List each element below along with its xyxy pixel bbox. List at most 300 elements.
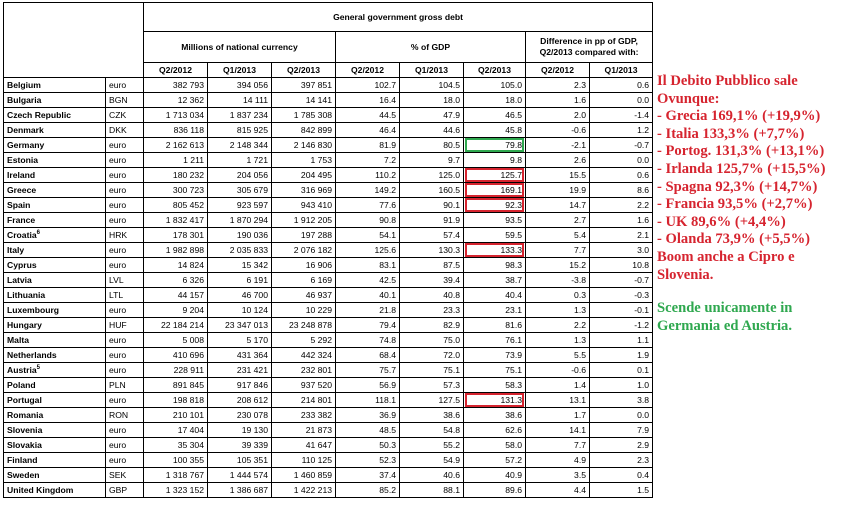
value-cell: 10 229 bbox=[272, 303, 336, 318]
value-cell: 23 248 878 bbox=[272, 318, 336, 333]
value-cell: 1 785 308 bbox=[272, 108, 336, 123]
value-cell: 1 753 bbox=[272, 153, 336, 168]
value-cell: 204 495 bbox=[272, 168, 336, 183]
currency-code: euro bbox=[106, 438, 144, 453]
period-header: Q2/2013 bbox=[464, 63, 526, 78]
country-name: Netherlands bbox=[4, 348, 106, 363]
value-cell: 79.4 bbox=[336, 318, 400, 333]
currency-code: euro bbox=[106, 333, 144, 348]
value-cell: 98.3 bbox=[464, 258, 526, 273]
value-cell: -0.6 bbox=[526, 363, 590, 378]
value-cell: 2.0 bbox=[526, 108, 590, 123]
table-row bbox=[4, 423, 653, 438]
country-name: Estonia bbox=[4, 153, 106, 168]
value-cell: 1 444 574 bbox=[208, 468, 272, 483]
value-cell: -0.7 bbox=[590, 138, 653, 153]
table-row bbox=[4, 348, 653, 363]
value-cell: 110.2 bbox=[336, 168, 400, 183]
annotation-line: Boom anche a Cipro e bbox=[657, 248, 795, 265]
value-cell: 77.6 bbox=[336, 198, 400, 213]
footnote-mark: 5 bbox=[36, 364, 40, 371]
value-cell: 100 355 bbox=[144, 453, 208, 468]
currency-code: euro bbox=[106, 423, 144, 438]
value-cell: 382 793 bbox=[144, 78, 208, 93]
value-cell: 4.4 bbox=[526, 483, 590, 498]
value-cell: 230 078 bbox=[208, 408, 272, 423]
annotation-line: Ovunque: bbox=[657, 90, 720, 107]
value-cell: 21.8 bbox=[336, 303, 400, 318]
value-cell: 19 130 bbox=[208, 423, 272, 438]
currency-code: euro bbox=[106, 183, 144, 198]
annotation-line: - Olanda 73,9% (+5,5%) bbox=[657, 231, 811, 248]
value-cell: 3.0 bbox=[590, 243, 653, 258]
currency-code: euro bbox=[106, 258, 144, 273]
value-cell: 125.6 bbox=[336, 243, 400, 258]
value-cell: 35 304 bbox=[144, 438, 208, 453]
value-cell: 55.2 bbox=[400, 438, 464, 453]
annotation-falling bbox=[657, 300, 792, 335]
value-cell: 23.3 bbox=[400, 303, 464, 318]
value-cell: 54.8 bbox=[400, 423, 464, 438]
value-cell: 127.5 bbox=[400, 393, 464, 408]
value-cell: 40.4 bbox=[464, 288, 526, 303]
value-cell: 10 124 bbox=[208, 303, 272, 318]
annotation-line: - UK 89,6% (+4,4%) bbox=[657, 213, 786, 230]
value-cell: 18.0 bbox=[400, 93, 464, 108]
country-name: Ireland bbox=[4, 168, 106, 183]
country-name: Czech Republic bbox=[4, 108, 106, 123]
value-cell: 46 700 bbox=[208, 288, 272, 303]
value-cell: 14.7 bbox=[526, 198, 590, 213]
value-cell: 46.5 bbox=[464, 108, 526, 123]
annotation-rising bbox=[657, 73, 825, 284]
value-cell: 1.4 bbox=[526, 378, 590, 393]
value-cell: 75.1 bbox=[464, 363, 526, 378]
currency-code: LVL bbox=[106, 273, 144, 288]
value-cell: 208 612 bbox=[208, 393, 272, 408]
value-cell: 214 801 bbox=[272, 393, 336, 408]
value-cell: 74.8 bbox=[336, 333, 400, 348]
value-cell: 23 347 013 bbox=[208, 318, 272, 333]
country-name: Germany bbox=[4, 138, 106, 153]
value-cell: 228 911 bbox=[144, 363, 208, 378]
highlighted-value-cell: 125.7 bbox=[464, 168, 526, 183]
currency-code: SEK bbox=[106, 468, 144, 483]
annotation-line: Germania ed Austria. bbox=[657, 317, 792, 334]
highlighted-value-cell: 169.1 bbox=[464, 183, 526, 198]
value-cell: 204 056 bbox=[208, 168, 272, 183]
value-cell: 6 191 bbox=[208, 273, 272, 288]
currency-code: euro bbox=[106, 393, 144, 408]
currency-code: euro bbox=[106, 363, 144, 378]
table-row bbox=[4, 108, 653, 123]
value-cell: 1 211 bbox=[144, 153, 208, 168]
value-cell: 1 713 034 bbox=[144, 108, 208, 123]
country-name: Slovakia bbox=[4, 438, 106, 453]
value-cell: 57.3 bbox=[400, 378, 464, 393]
value-cell: 805 452 bbox=[144, 198, 208, 213]
value-cell: 102.7 bbox=[336, 78, 400, 93]
value-cell: 1.6 bbox=[590, 213, 653, 228]
value-cell: 54.1 bbox=[336, 228, 400, 243]
value-cell: 2 162 613 bbox=[144, 138, 208, 153]
country-name: Latvia bbox=[4, 273, 106, 288]
country-name: France bbox=[4, 213, 106, 228]
value-cell: 18.0 bbox=[464, 93, 526, 108]
table-row bbox=[4, 468, 653, 483]
currency-code: HUF bbox=[106, 318, 144, 333]
currency-code: euro bbox=[106, 138, 144, 153]
value-cell: 93.5 bbox=[464, 213, 526, 228]
value-cell: 36.9 bbox=[336, 408, 400, 423]
value-cell: 104.5 bbox=[400, 78, 464, 93]
value-cell: 52.3 bbox=[336, 453, 400, 468]
value-cell: 2 148 344 bbox=[208, 138, 272, 153]
value-cell: 1 982 898 bbox=[144, 243, 208, 258]
value-cell: 44.6 bbox=[400, 123, 464, 138]
value-cell: 38.7 bbox=[464, 273, 526, 288]
table-row bbox=[4, 408, 653, 423]
value-cell: 57.2 bbox=[464, 453, 526, 468]
value-cell: 9.8 bbox=[464, 153, 526, 168]
currency-code: euro bbox=[106, 303, 144, 318]
value-cell: 394 056 bbox=[208, 78, 272, 93]
highlighted-value-cell: 79.8 bbox=[464, 138, 526, 153]
value-cell: 90.8 bbox=[336, 213, 400, 228]
country-name: Denmark bbox=[4, 123, 106, 138]
value-cell: 72.0 bbox=[400, 348, 464, 363]
period-header: Q2/2012 bbox=[144, 63, 208, 78]
value-cell: 44 157 bbox=[144, 288, 208, 303]
value-cell: 47.9 bbox=[400, 108, 464, 123]
country-name: Greece bbox=[4, 183, 106, 198]
currency-code: BGN bbox=[106, 93, 144, 108]
table-row bbox=[4, 228, 653, 243]
value-cell: 815 925 bbox=[208, 123, 272, 138]
value-cell: 2.6 bbox=[526, 153, 590, 168]
value-cell: -1.4 bbox=[590, 108, 653, 123]
country-name: Belgium bbox=[4, 78, 106, 93]
value-cell: -0.6 bbox=[526, 123, 590, 138]
currency-code: euro bbox=[106, 198, 144, 213]
value-cell: 38.6 bbox=[400, 408, 464, 423]
country-name: Luxembourg bbox=[4, 303, 106, 318]
annotation-line: Slovenia. bbox=[657, 266, 714, 283]
value-cell: 0.3 bbox=[526, 288, 590, 303]
value-cell: 180 232 bbox=[144, 168, 208, 183]
value-cell: 0.4 bbox=[590, 468, 653, 483]
period-header: Q2/2012 bbox=[336, 63, 400, 78]
value-cell: 110 125 bbox=[272, 453, 336, 468]
value-cell: 105.0 bbox=[464, 78, 526, 93]
value-cell: 1 837 234 bbox=[208, 108, 272, 123]
table-row bbox=[4, 258, 653, 273]
value-cell: 2 035 833 bbox=[208, 243, 272, 258]
value-cell: 68.4 bbox=[336, 348, 400, 363]
value-cell: 232 801 bbox=[272, 363, 336, 378]
country-name: Sweden bbox=[4, 468, 106, 483]
value-cell: 12 362 bbox=[144, 93, 208, 108]
value-cell: 1.5 bbox=[590, 483, 653, 498]
value-cell: 15.2 bbox=[526, 258, 590, 273]
value-cell: 39.4 bbox=[400, 273, 464, 288]
value-cell: 891 845 bbox=[144, 378, 208, 393]
value-cell: 1.9 bbox=[590, 348, 653, 363]
value-cell: 2.2 bbox=[526, 318, 590, 333]
value-cell: 90.1 bbox=[400, 198, 464, 213]
value-cell: 76.1 bbox=[464, 333, 526, 348]
group-pct-gdp: % of GDP bbox=[336, 32, 526, 63]
value-cell: 2.3 bbox=[590, 453, 653, 468]
country-name: Portugal bbox=[4, 393, 106, 408]
value-cell: 397 851 bbox=[272, 78, 336, 93]
value-cell: 88.1 bbox=[400, 483, 464, 498]
value-cell: 178 301 bbox=[144, 228, 208, 243]
value-cell: 1 912 205 bbox=[272, 213, 336, 228]
currency-code: CZK bbox=[106, 108, 144, 123]
value-cell: 21 873 bbox=[272, 423, 336, 438]
country-name: Hungary bbox=[4, 318, 106, 333]
value-cell: 82.9 bbox=[400, 318, 464, 333]
group-diff: Difference in pp of GDP, Q2/2013 compared with: bbox=[526, 32, 653, 63]
currency-code: DKK bbox=[106, 123, 144, 138]
currency-code: RON bbox=[106, 408, 144, 423]
value-cell: 15 342 bbox=[208, 258, 272, 273]
value-cell: 48.5 bbox=[336, 423, 400, 438]
country-name: Malta bbox=[4, 333, 106, 348]
value-cell: 7.2 bbox=[336, 153, 400, 168]
value-cell: 19.9 bbox=[526, 183, 590, 198]
table-row bbox=[4, 153, 653, 168]
group-currency: Millions of national currency bbox=[144, 32, 336, 63]
corner-cell bbox=[4, 3, 144, 78]
value-cell: 3.5 bbox=[526, 468, 590, 483]
value-cell: -0.3 bbox=[590, 288, 653, 303]
value-cell: 58.3 bbox=[464, 378, 526, 393]
country-name: Bulgaria bbox=[4, 93, 106, 108]
period-header: Q1/2013 bbox=[208, 63, 272, 78]
value-cell: 836 118 bbox=[144, 123, 208, 138]
value-cell: 0.0 bbox=[590, 93, 653, 108]
value-cell: 15.5 bbox=[526, 168, 590, 183]
value-cell: 2.1 bbox=[590, 228, 653, 243]
annotation-line: - Irlanda 125,7% (+15,5%) bbox=[657, 160, 826, 177]
value-cell: 442 324 bbox=[272, 348, 336, 363]
table-row bbox=[4, 363, 653, 378]
value-cell: 943 410 bbox=[272, 198, 336, 213]
annotation-line: Scende unicamente in bbox=[657, 300, 793, 316]
value-cell: 2 076 182 bbox=[272, 243, 336, 258]
value-cell: 6 169 bbox=[272, 273, 336, 288]
value-cell: 56.9 bbox=[336, 378, 400, 393]
value-cell: 210 101 bbox=[144, 408, 208, 423]
period-header: Q1/2013 bbox=[590, 63, 653, 78]
currency-code: euro bbox=[106, 243, 144, 258]
value-cell: 4.9 bbox=[526, 453, 590, 468]
currency-code: euro bbox=[106, 348, 144, 363]
value-cell: 5 292 bbox=[272, 333, 336, 348]
value-cell: 190 036 bbox=[208, 228, 272, 243]
country-name: Lithuania bbox=[4, 288, 106, 303]
value-cell: 160.5 bbox=[400, 183, 464, 198]
value-cell: 14 824 bbox=[144, 258, 208, 273]
value-cell: 2.7 bbox=[526, 213, 590, 228]
table-title: General government gross debt bbox=[144, 3, 653, 32]
value-cell: 0.6 bbox=[590, 78, 653, 93]
highlighted-value-cell: 92.3 bbox=[464, 198, 526, 213]
value-cell: 37.4 bbox=[336, 468, 400, 483]
value-cell: 41 647 bbox=[272, 438, 336, 453]
currency-code: euro bbox=[106, 78, 144, 93]
value-cell: 44.5 bbox=[336, 108, 400, 123]
currency-code: LTL bbox=[106, 288, 144, 303]
value-cell: 1.3 bbox=[526, 333, 590, 348]
value-cell: 9 204 bbox=[144, 303, 208, 318]
value-cell: 87.5 bbox=[400, 258, 464, 273]
value-cell: 923 597 bbox=[208, 198, 272, 213]
value-cell: 57.4 bbox=[400, 228, 464, 243]
value-cell: 1.7 bbox=[526, 408, 590, 423]
value-cell: 1 323 152 bbox=[144, 483, 208, 498]
value-cell: 1.0 bbox=[590, 378, 653, 393]
value-cell: 75.1 bbox=[400, 363, 464, 378]
value-cell: 13.1 bbox=[526, 393, 590, 408]
value-cell: 5.4 bbox=[526, 228, 590, 243]
value-cell: 0.1 bbox=[590, 363, 653, 378]
value-cell: 2 146 830 bbox=[272, 138, 336, 153]
value-cell: 16 906 bbox=[272, 258, 336, 273]
value-cell: 917 846 bbox=[208, 378, 272, 393]
table-row bbox=[4, 483, 653, 498]
value-cell: 431 364 bbox=[208, 348, 272, 363]
value-cell: 316 969 bbox=[272, 183, 336, 198]
footnote-mark: 6 bbox=[36, 229, 40, 236]
value-cell: 89.6 bbox=[464, 483, 526, 498]
value-cell: 149.2 bbox=[336, 183, 400, 198]
value-cell: 1 460 859 bbox=[272, 468, 336, 483]
value-cell: 62.6 bbox=[464, 423, 526, 438]
table-row bbox=[4, 453, 653, 468]
country-name: Slovenia bbox=[4, 423, 106, 438]
value-cell: 0.0 bbox=[590, 153, 653, 168]
table-row bbox=[4, 288, 653, 303]
highlighted-value-cell: 133.3 bbox=[464, 243, 526, 258]
annotation-line: - Grecia 169,1% (+19,9%) bbox=[657, 108, 821, 125]
value-cell: 5.5 bbox=[526, 348, 590, 363]
table-row bbox=[4, 378, 653, 393]
table-row bbox=[4, 78, 653, 93]
annotation-line: - Spagna 92,3% (+14,7%) bbox=[657, 178, 818, 195]
value-cell: 80.5 bbox=[400, 138, 464, 153]
currency-code: euro bbox=[106, 153, 144, 168]
value-cell: 0.0 bbox=[590, 408, 653, 423]
period-header: Q2/2012 bbox=[526, 63, 590, 78]
value-cell: 2.9 bbox=[590, 438, 653, 453]
value-cell: 231 421 bbox=[208, 363, 272, 378]
country-name: Romania bbox=[4, 408, 106, 423]
value-cell: 198 818 bbox=[144, 393, 208, 408]
table-row bbox=[4, 123, 653, 138]
value-cell: 81.6 bbox=[464, 318, 526, 333]
value-cell: 40.1 bbox=[336, 288, 400, 303]
value-cell: 9.7 bbox=[400, 153, 464, 168]
value-cell: 6 326 bbox=[144, 273, 208, 288]
value-cell: 23.1 bbox=[464, 303, 526, 318]
currency-code: euro bbox=[106, 168, 144, 183]
value-cell: 305 679 bbox=[208, 183, 272, 198]
country-name: Italy bbox=[4, 243, 106, 258]
value-cell: 40.6 bbox=[400, 468, 464, 483]
value-cell: 40.9 bbox=[464, 468, 526, 483]
value-cell: -3.8 bbox=[526, 273, 590, 288]
table-row bbox=[4, 168, 653, 183]
value-cell: -1.2 bbox=[590, 318, 653, 333]
value-cell: 17 404 bbox=[144, 423, 208, 438]
value-cell: 1.3 bbox=[526, 303, 590, 318]
value-cell: 410 696 bbox=[144, 348, 208, 363]
table-row bbox=[4, 198, 653, 213]
value-cell: 1 870 294 bbox=[208, 213, 272, 228]
value-cell: 300 723 bbox=[144, 183, 208, 198]
table-row bbox=[4, 303, 653, 318]
value-cell: 1 721 bbox=[208, 153, 272, 168]
value-cell: 81.9 bbox=[336, 138, 400, 153]
table-row bbox=[4, 243, 653, 258]
value-cell: 842 899 bbox=[272, 123, 336, 138]
value-cell: 22 184 214 bbox=[144, 318, 208, 333]
value-cell: 1 318 767 bbox=[144, 468, 208, 483]
value-cell: 10.8 bbox=[590, 258, 653, 273]
value-cell: 50.3 bbox=[336, 438, 400, 453]
value-cell: 7.9 bbox=[590, 423, 653, 438]
value-cell: 105 351 bbox=[208, 453, 272, 468]
value-cell: 1.2 bbox=[590, 123, 653, 138]
value-cell: 59.5 bbox=[464, 228, 526, 243]
table-row bbox=[4, 318, 653, 333]
table-row bbox=[4, 333, 653, 348]
period-header: Q1/2013 bbox=[400, 63, 464, 78]
highlighted-value-cell: 131.3 bbox=[464, 393, 526, 408]
annotation-line: - Portog. 131,3% (+13,1%) bbox=[657, 143, 825, 160]
value-cell: 0.6 bbox=[590, 168, 653, 183]
value-cell: 1.6 bbox=[526, 93, 590, 108]
value-cell: -2.1 bbox=[526, 138, 590, 153]
currency-code: euro bbox=[106, 213, 144, 228]
value-cell: -0.7 bbox=[590, 273, 653, 288]
value-cell: 1.1 bbox=[590, 333, 653, 348]
country-name: United Kingdom bbox=[4, 483, 106, 498]
value-cell: 14 141 bbox=[272, 93, 336, 108]
value-cell: 14.1 bbox=[526, 423, 590, 438]
currency-code: GBP bbox=[106, 483, 144, 498]
value-cell: 39 339 bbox=[208, 438, 272, 453]
value-cell: 8.6 bbox=[590, 183, 653, 198]
annotation-line: - Italia 133,3% (+7,7%) bbox=[657, 125, 805, 142]
value-cell: 40.8 bbox=[400, 288, 464, 303]
value-cell: 46 937 bbox=[272, 288, 336, 303]
value-cell: 3.8 bbox=[590, 393, 653, 408]
table-row bbox=[4, 393, 653, 408]
value-cell: 14 111 bbox=[208, 93, 272, 108]
value-cell: 1 422 213 bbox=[272, 483, 336, 498]
value-cell: 46.4 bbox=[336, 123, 400, 138]
value-cell: 75.7 bbox=[336, 363, 400, 378]
country-name: Spain bbox=[4, 198, 106, 213]
value-cell: 7.7 bbox=[526, 438, 590, 453]
value-cell: 58.0 bbox=[464, 438, 526, 453]
value-cell: 42.5 bbox=[336, 273, 400, 288]
table-row bbox=[4, 273, 653, 288]
